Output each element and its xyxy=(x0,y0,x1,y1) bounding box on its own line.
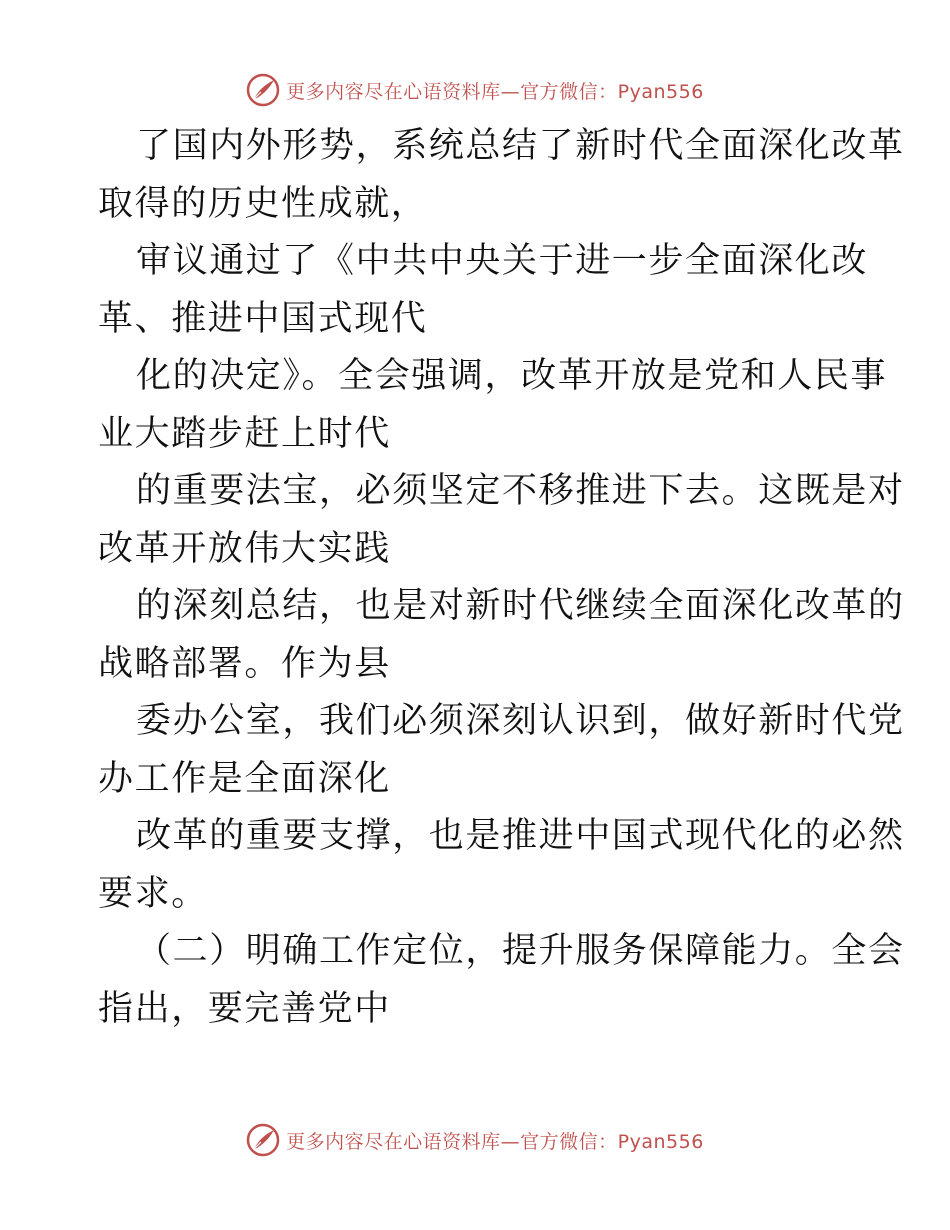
quill-logo-icon xyxy=(246,1123,280,1157)
header-banner xyxy=(0,70,950,110)
document-body xyxy=(98,118,905,1038)
body-text-line: 审议通过了《中共中央关于进一步全面深化改 xyxy=(136,241,869,281)
body-text-line: 要求。 xyxy=(98,873,208,914)
body-text-line: 革、推进中国式现代 xyxy=(98,298,428,339)
body-text-line: 指出，要完善党中 xyxy=(98,988,391,1029)
body-text-line: 改革开放伟大实践 xyxy=(98,528,391,569)
body-text-line: 了国内外形势，系统总结了新时代全面深化改革 xyxy=(136,126,905,166)
body-text-line: 取得的历史性成就， xyxy=(98,183,428,224)
quill-logo-icon xyxy=(246,73,280,107)
body-text-line: 的重要法宝，必须坚定不移推进下去。这既是对 xyxy=(136,471,905,511)
footer-banner-text: 更多内容尽在心语资料库—官方微信：Pyan556 xyxy=(286,1130,704,1153)
body-text-line: 改革的重要支撑，也是推进中国式现代化的必然 xyxy=(136,816,905,856)
body-text-line: 战略部署。作为县 xyxy=(98,643,391,684)
header-banner-text: 更多内容尽在心语资料库—官方微信：Pyan556 xyxy=(286,80,704,103)
body-text-line: 办工作是全面深化 xyxy=(98,758,391,799)
body-text-line: 委办公室，我们必须深刻认识到，做好新时代党 xyxy=(136,701,905,741)
body-text-line: （二）明确工作定位，提升服务保障能力。全会 xyxy=(136,931,905,971)
body-text-line: 业大踏步赶上时代 xyxy=(98,413,391,454)
body-text-line: 化的决定》。全会强调，改革开放是党和人民事 xyxy=(136,356,888,396)
footer-banner xyxy=(0,1120,950,1160)
body-text-line: 的深刻总结，也是对新时代继续全面深化改革的 xyxy=(136,586,905,626)
